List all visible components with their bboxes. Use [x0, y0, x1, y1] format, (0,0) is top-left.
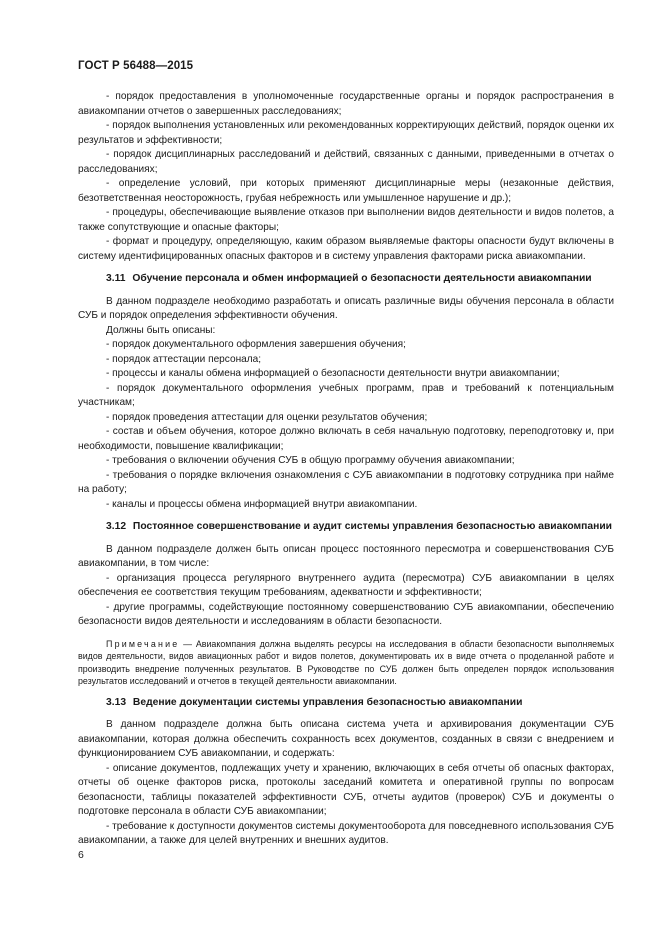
paragraph: В данном подразделе должен быть описан процесс постоянного пересмотра и совершенствования СУБ авиакомпании, в том числе:	[78, 543, 614, 569]
section-heading-3-12	[78, 520, 614, 535]
list-item: - состав и объем обучения, которое должно включать в себя начальную подготовку, переподготовку и, при необходимости, повышение квалификации;	[78, 426, 614, 452]
list-item: - требования о включении обучения СУБ в общую программу обучения авиакомпании;	[106, 455, 515, 466]
list-item: - порядок аттестации персонала;	[106, 353, 262, 365]
list-item: - организация процесса регулярного внутреннего аудита (пересмотра) СУБ авиакомпании в целях обеспечения ее соответствия текущим требованиям, адекватности и эффективности;	[78, 572, 614, 598]
document-id-header: ГОСТ Р 56488—2015	[78, 60, 194, 72]
list-item: - порядок выполнения установленных или рекомендованных корректирующих действий, порядок оценки их результатов и эффективности;	[78, 120, 614, 146]
list-item: - требование к доступности документов системы документооборота для повседневного использования СУБ авиакомпании, а также для целей внутренних и внешних аудитов.	[78, 820, 614, 846]
list-item: - порядок документального оформления завершения обучения;	[106, 339, 406, 350]
list-item: - процедуры, обеспечивающие выявление отказов при выполнении видов деятельности и видов полетов, а также сопутствующие и опасные факторы;	[78, 207, 614, 233]
paragraph: В данном подразделе необходимо разработать и описать различные виды обучения персонала в области СУБ и порядок определения эффективности обучения.	[78, 295, 614, 321]
section-heading-3-13	[78, 696, 614, 711]
list-item: - порядок проведения аттестации для оценки результатов обучения;	[106, 411, 428, 423]
list-item: - формат и процедуру, определяющую, каким образом выявляемые факторы опасности будут включены в систему идентифицированных опасных факторов и в систему управления факторами риска авиакомпании.	[78, 236, 614, 262]
section-title: Постоянное совершенствование и аудит системы управления безопасностью авиакомпании	[132, 521, 612, 532]
list-item: - требования о порядке включения ознакомления с СУБ авиакомпании в подготовку сотрудника при найме на работу;	[78, 469, 614, 495]
section-number: 3.13	[106, 696, 127, 708]
list-item: - каналы и процессы обмена информацией внутри авиакомпании.	[106, 498, 418, 510]
note	[78, 638, 614, 688]
note-text: Авиакомпания должна выделять ресурсы на исследования в области безопасности выполняемых видов деятельности, видов авиационных работ и видов полетов, документировать их в виде отчета о проделанной работе и производить внедрение полученных результатов. В Руководстве по СУБ должен быть определен порядок использования результатов исследований и отчетов в текущей деятельности авиакомпании.	[78, 638, 615, 686]
paragraph: В данном подразделе должна быть описана система учета и архивирования документации СУБ авиакомпании, которая должна обеспечить сохранность всех документов, созданных в связи с внедрением и функционированием СУБ авиакомпании, и содержать:	[78, 719, 614, 759]
note-label: Примечание	[106, 638, 180, 649]
list-item: - порядок дисциплинарных расследований и действий, связанных с данными, приведенными в отчетах о расследованиях;	[78, 149, 614, 175]
list-item: - определение условий, при которых применяют дисциплинарные меры (незаконные действия, безответственная неосторожность, грубая небрежность или умышленное нарушение и др.);	[78, 178, 614, 204]
section-number: 3.12	[106, 521, 127, 532]
list-item: - процессы и каналы обмена информацией о безопасности деятельности внутри авиакомпании;	[106, 368, 560, 379]
section-heading-3-11	[78, 272, 614, 287]
section-number: 3.11	[106, 273, 126, 284]
list-item: - другие программы, содействующие постоянному совершенствованию СУБ авиакомпании, обеспечению безопасности видов деятельности и исследованиям в области безопасности.	[78, 601, 614, 627]
section-title: Ведение документации системы управления безопасностью авиакомпании	[132, 696, 523, 708]
list-item: - описание документов, подлежащих учету и хранению, включающих в себя отчеты об опасных факторах, отчеты об оценке факторов риска, протоколы заседаний комитета и оперативной группы по вопросам безопасности, таблицы показателей эффективности СУБ, отчеты аудитов (проверок) СУБ и документы о подготовке персонала в области СУБ авиакомпании;	[78, 762, 614, 817]
note-dash: —	[183, 638, 193, 649]
document-body	[78, 90, 614, 849]
list-item: - порядок предоставления в уполномоченные государственные органы и порядок распространения в авиакомпании отчетов о завершенных расследованиях;	[78, 91, 614, 117]
page-number: 6	[78, 849, 84, 861]
section-title: Обучение персонала и обмен информацией о безопасности деятельности авиакомпании	[132, 273, 592, 284]
paragraph: Должны быть описаны:	[106, 324, 216, 336]
list-item: - порядок документального оформления учебных программ, прав и требований к потенциальным участникам;	[78, 382, 614, 408]
